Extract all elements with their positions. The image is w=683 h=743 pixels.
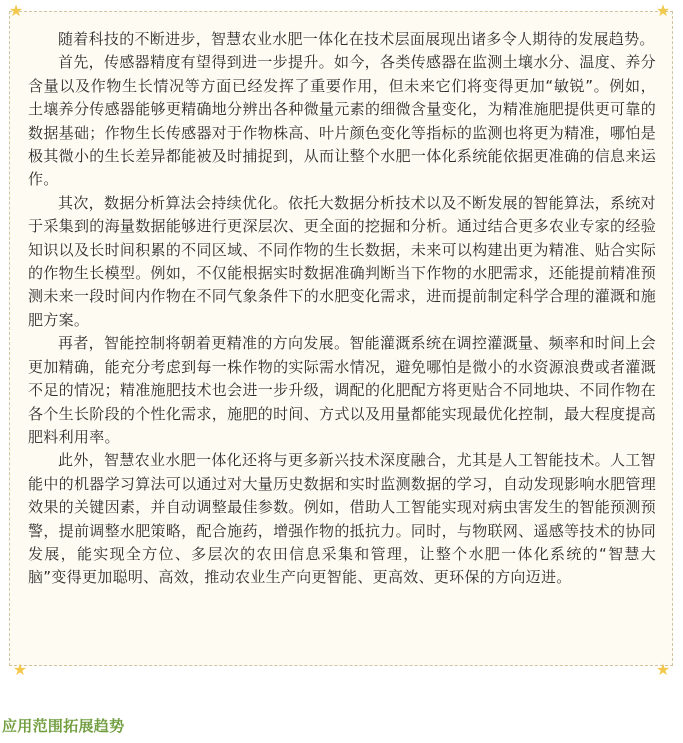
- star-icon-top-right: ★: [655, 1, 671, 20]
- star-icon-top-left: ★: [8, 1, 24, 20]
- article-body: [28, 28, 656, 590]
- star-icon-bottom-right: ★: [655, 660, 671, 679]
- star-icon-bottom-left: ★: [12, 660, 28, 679]
- paragraph-intro: 随着科技的不断进步，智慧农业水肥一体化在技术层面展现出诸多令人期待的发展趋势。: [58, 30, 655, 48]
- section-heading: 应用范围拓展趋势: [2, 717, 125, 735]
- paragraph-data-algorithms: 其次，数据分析算法会持续优化。依托大数据分析技术以及不断发展的智能算法，系统对于采集到的海量数据能够进行更深层次、更全面的挖掘和分析。通过结合更多农业专家的经验知识以及长时间积累的不同区域、不同作物的生长数据，未来可以构建出更为精准、贴合实际的作物生长模型。例如，不仅能根据实时数据准确判断当下作物的水肥需求，还能提前精准预测未来一段时间内作物在不同气象条件下的水肥变化需求，进而提前制定科学合理的灌溉和施肥方案。: [28, 193, 656, 329]
- paragraph-tech-integration: 此外，智慧农业水肥一体化还将与更多新兴技术深度融合，尤其是人工智能技术。人工智能中的机器学习算法可以通过对大量历史数据和实时监测数据的学习，自动发现影响水肥管理效果的关键因素，并自动调整最佳参数。例如，借助人工智能实现对病虫害发生的智能预测预警，提前调整水肥策略，配合施药，增强作物的抵抗力。同时，与物联网、遥感等技术的协同发展，能实现全方位、多层次的农田信息采集和管理，让整个水肥一体化系统的“智慧大脑”变得更加聪明、高效，推动农业生产向更智能、更高效、更环保的方向迈进。: [28, 451, 656, 587]
- paragraph-sensor-precision: 首先，传感器精度有望得到进一步提升。如今，各类传感器在监测土壤水分、温度、养分含量以及作物生长情况等方面已经发挥了重要作用，但未来它们将变得更加“敏锐”。例如，土壤养分传感器能够更精确地分辨出各种微量元素的细微含量变化，为精准施肥提供更可靠的数据基础；作物生长传感器对于作物株高、叶片颜色变化等指标的监测也将更为精准，哪怕是极其微小的生长差异都能被及时捕捉到，从而让整个水肥一体化系统能依据更准确的信息来运作。: [28, 53, 656, 189]
- paragraph-smart-control: 再者，智能控制将朝着更精准的方向发展。智能灌溉系统在调控灌溉量、频率和时间上会更加精确，能充分考虑到每一株作物的实际需水情况，避免哪怕是微小的水资源浪费或者灌溉不足的情况；精准施肥技术也会进一步升级，调配的化肥配方将更贴合不同地块、不同作物在各个生长阶段的个性化需求，施肥的时间、方式以及用量都能实现最优化控制，最大程度提高肥料利用率。: [28, 334, 656, 446]
